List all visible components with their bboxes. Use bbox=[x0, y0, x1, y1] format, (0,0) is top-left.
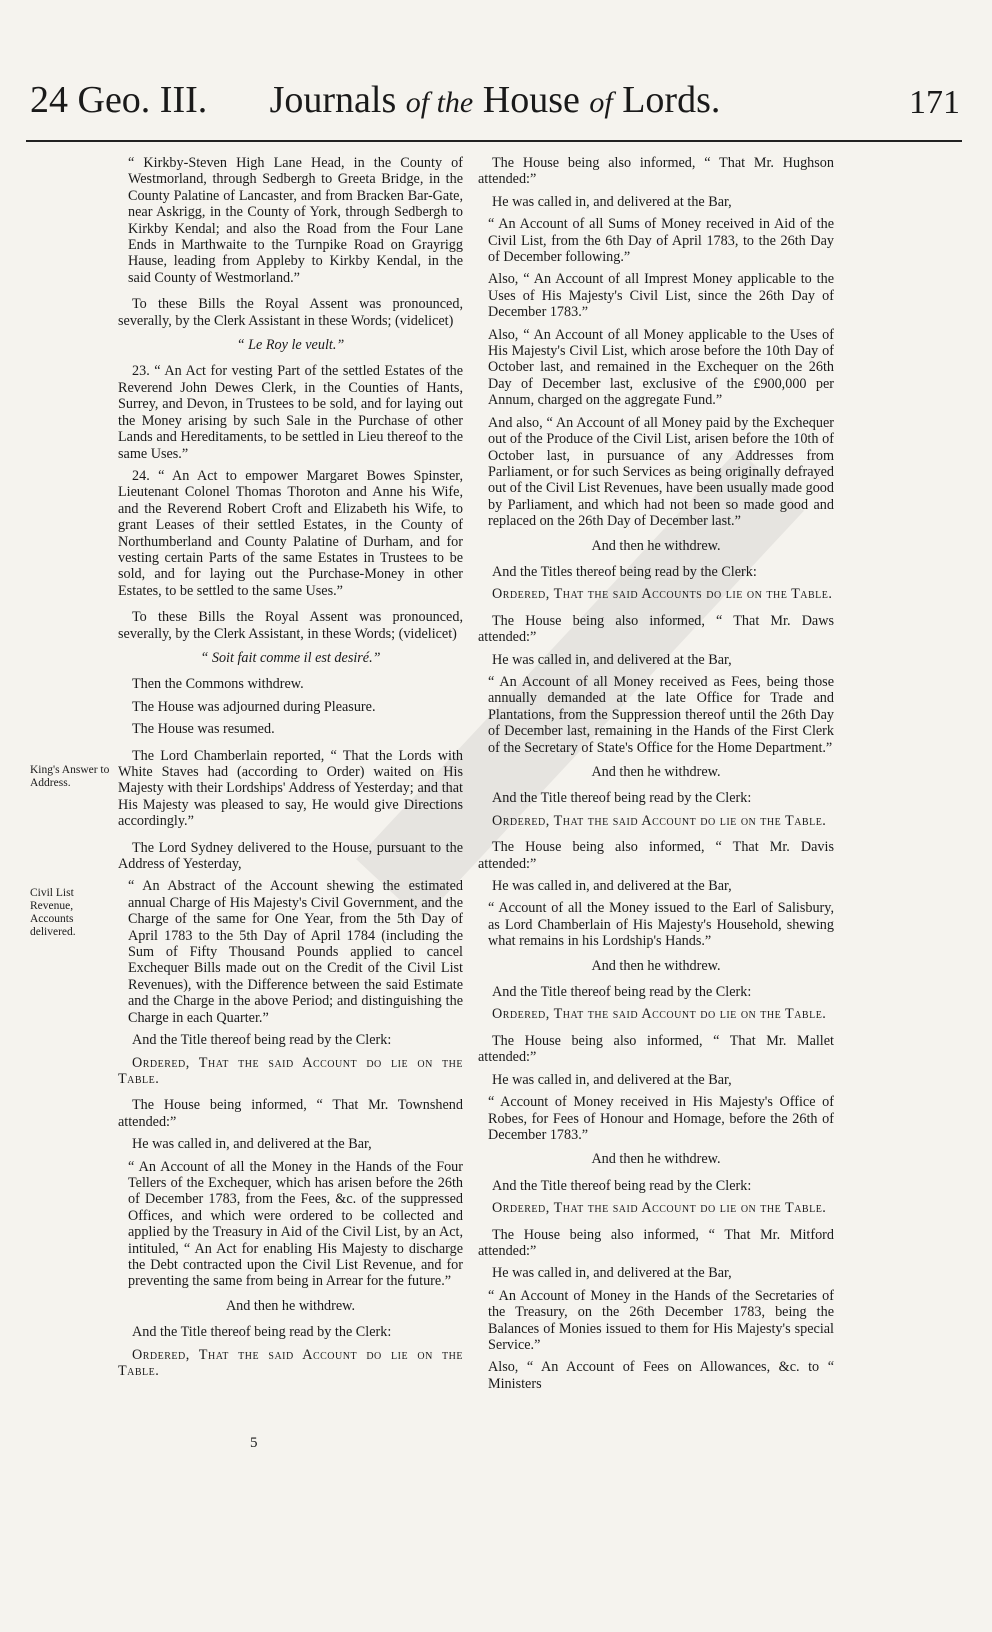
title-word: House bbox=[482, 79, 580, 121]
paragraph: He was called in, and delivered at the Bar, bbox=[492, 1265, 732, 1282]
paragraph: Also, “ An Account of all Money applicable to the Uses of His Majesty's Civil List, which arose before the 10th Day of October last, and remained in the Exchequer on the 26th Day of December last, exclusive of the £900,000 per Annum, charged on the aggregate Fund.” bbox=[488, 326, 834, 409]
paragraph: The House being also informed, “ That Mr. Hughson attended:” bbox=[478, 155, 834, 188]
paragraph: And then he withdrew. bbox=[591, 764, 721, 780]
paragraph: The House being informed, “ That Mr. Townshend attended:” bbox=[118, 1097, 463, 1130]
paragraph: And the Title thereof being read by the Clerk: bbox=[132, 1032, 392, 1049]
paragraph: “ Kirkby-Steven High Lane Head, in the County of Westmorland, through Sedbergh to Greeta Bridge, in the County Palatine of Lancaster, and from Bracken Bar-Gate, near Askrigg, in the County of York, through Sedbergh to Kirkby Kendal; and also the Road from the Four Lane Ends in Marthwaite to the Turnpike Road on Grayrigg Hause, leading from Appleby to Kirkby Kendal, in the said County of Westmorland.” bbox=[128, 155, 463, 286]
right-column bbox=[478, 155, 834, 1398]
paragraph: “ An Account of all Money received as Fees, being those annually demanded at the late Office for Trade and Plantations, from the Suppression thereof until the 26th Day of December last, remaining in the Hands of the First Clerk of the Secretary of State's Office for the Home Department.” bbox=[488, 673, 834, 756]
paragraph: He was called in, and delivered at the Bar, bbox=[492, 193, 732, 210]
paragraph: “ An Abstract of the Account shewing the estimated annual Charge of His Majesty's Civil Government, and the Charge of the same for One Year, from the 5th Day of April 1783 to the 5th Day of April 1784 (including the Sum of Fifty Thousand Pounds applied to cancel Exchequer Bills made out on the Credit of the Civil List Revenues), with the Difference between the said Estimate and the Charge in the above Period; and distinguishing the Charge in each Quarter.” bbox=[128, 878, 463, 1026]
paragraph: To these Bills the Royal Assent was pronounced, severally, by the Clerk Assistant in these Words; (videlicet) bbox=[118, 296, 463, 329]
paragraph: The House being also informed, “ That Mr. Mallet attended:” bbox=[478, 1032, 834, 1066]
paragraph: Then the Commons withdrew. bbox=[132, 676, 304, 693]
paragraph: The House being also informed, “ That Mr. Daws attended:” bbox=[478, 612, 834, 646]
paragraph: The Lord Sydney delivered to the House, pursuant to the Address of Yesterday, bbox=[118, 839, 463, 873]
paragraph: And then he withdrew. bbox=[225, 1297, 356, 1314]
running-title bbox=[30, 78, 960, 122]
assent-formula: “ Soit fait comme il est desiré.” bbox=[200, 649, 381, 666]
paragraph: The House being also informed, “ That Mr. Mitford attended:” bbox=[478, 1226, 834, 1259]
title-word: Journals bbox=[269, 79, 397, 121]
paragraph: “ An Account of Money in the Hands of the Secretaries of the Treasury, on the 26th December 1783, being the Balances of Monies issued to them for His Majesty's special Service.” bbox=[488, 1287, 834, 1353]
assent-formula: “ Le Roy le veult.” bbox=[236, 337, 345, 354]
left-column bbox=[118, 155, 463, 1385]
margin-note: King's Answer to Address. bbox=[30, 764, 110, 789]
paragraph: The House being also informed, “ That Mr. Davis attended:” bbox=[478, 839, 834, 872]
order: Ordered, That the said Account do lie on the Table. bbox=[492, 1006, 827, 1023]
paragraph: The House was resumed. bbox=[132, 721, 275, 738]
paragraph: And then he withdrew. bbox=[591, 537, 721, 554]
paragraph: And the Title thereof being read by the Clerk: bbox=[492, 984, 752, 1001]
paragraph: 24. “ An Act to empower Margaret Bowes Spinster, Lieutenant Colonel Thomas Thoroton and Anne his Wife, and the Reverend Robert Croft and Elizabeth his Wife, to grant Leases of their settled Estates, in the County of Northumberland and County Palatine of Durham, and for vesting certain Parts of the same Estates in Trustees to be sold, and for laying out the Purchase-Money in other Estates, to be settled to the same Uses.” bbox=[118, 467, 463, 599]
paragraph: The House was adjourned during Pleasure. bbox=[132, 698, 376, 715]
paragraph: 23. “ An Act for vesting Part of the settled Estates of the Reverend John Dewes Clerk, in the Counties of Hants, Surrey, and Devon, in Trustees to be sold, and for laying out the Money arising by such Sale in the Purchase of other Lands and Hereditaments, to be settled in Lieu thereof to the same Uses.” bbox=[118, 363, 463, 462]
paragraph: He was called in, and delivered at the Bar, bbox=[492, 878, 732, 895]
paragraph: And the Title thereof being read by the Clerk: bbox=[492, 790, 752, 807]
paragraph: And the Titles thereof being read by the Clerk: bbox=[492, 563, 757, 580]
order: Ordered, That the said Account do lie on the Table. bbox=[492, 1200, 827, 1217]
paragraph: Also, “ An Account of Fees on Allowances, &c. to “ Ministers bbox=[488, 1359, 834, 1392]
order: Ordered, That the said Account do lie on the Table. bbox=[492, 812, 827, 829]
order: Ordered, That the said Account do lie on the Table. bbox=[118, 1054, 463, 1087]
title-word: Lords. bbox=[622, 79, 721, 121]
paragraph: He was called in, and delivered at the Bar, bbox=[492, 651, 732, 668]
paragraph: And the Title thereof being read by the Clerk: bbox=[492, 1177, 752, 1194]
paragraph: He was called in, and delivered at the Bar, bbox=[492, 1071, 732, 1088]
regnal-year: 24 Geo. III. bbox=[30, 79, 208, 121]
margin-note: Civil List Revenue, Accounts delivered. bbox=[30, 887, 76, 938]
paragraph: And then he withdrew. bbox=[591, 957, 721, 974]
paragraph: And the Title thereof being read by the Clerk: bbox=[132, 1324, 392, 1341]
paragraph: “ Account of Money received in His Majesty's Office of Robes, for Fees of Honour and Homage, before the 26th of December 1783.” bbox=[488, 1094, 834, 1143]
paragraph: And also, “ An Account of all Money paid by the Exchequer out of the Produce of the Civil List, arisen before the 10th of October last, in pursuance of any Addresses from Parliament, or for such Services as being originally defrayed out of the Civil List Revenues, have been usually made good by Parliament, and which had not been so made good and replaced on the 26th Day of December last.” bbox=[488, 414, 834, 530]
paragraph: “ An Account of all Sums of Money received in Aid of the Civil List, from the 6th Day of April 1783, to the 26th Day of December following.” bbox=[488, 216, 834, 266]
paragraph: “ Account of all the Money issued to the Earl of Salisbury, as Lord Chamberlain of His Majesty's Household, shewing what remains in his Lordship's Hands.” bbox=[488, 900, 834, 950]
page-header bbox=[30, 78, 960, 138]
paragraph: To these Bills the Royal Assent was pronounced, severally, by the Clerk Assistant, in these Words; (videlicet) bbox=[118, 609, 463, 642]
paragraph: He was called in, and delivered at the Bar, bbox=[132, 1136, 372, 1153]
header-rule bbox=[26, 140, 962, 142]
order: Ordered, That the said Account do lie on the Table. bbox=[118, 1346, 463, 1379]
signature-mark: 5 bbox=[250, 1435, 258, 1451]
paragraph: Also, “ An Account of all Imprest Money applicable to the Uses of His Majesty's Civil List, since the 26th Day of December 1783.” bbox=[488, 271, 834, 321]
paragraph: “ An Account of all the Money in the Hands of the Four Tellers of the Exchequer, which has arisen before the 26th of December 1783, from the Fees, &c. of the suppressed Offices, and which were ordered to be collected and applied by the Treasury in Aid of the Civil List, by an Act, intituled, “ An Act for enabling His Majesty to discharge the Debt contracted upon the Civil List Revenue, and for preventing the same from being in Arrear for the future.” bbox=[128, 1158, 463, 1290]
title-word: of the bbox=[405, 86, 474, 119]
order: Ordered, That the said Accounts do lie on the Table. bbox=[492, 586, 833, 603]
paragraph: And then he withdrew. bbox=[591, 1151, 721, 1168]
title-word: of bbox=[589, 86, 613, 119]
paragraph: The Lord Chamberlain reported, “ That the Lords with White Staves had (according to Order) waited on His Majesty with their Lordships' Address of Yesterday; and that His Majesty was pleased to say, He would give Directions accordingly.” bbox=[118, 747, 463, 830]
page-number: 171 bbox=[909, 84, 960, 121]
